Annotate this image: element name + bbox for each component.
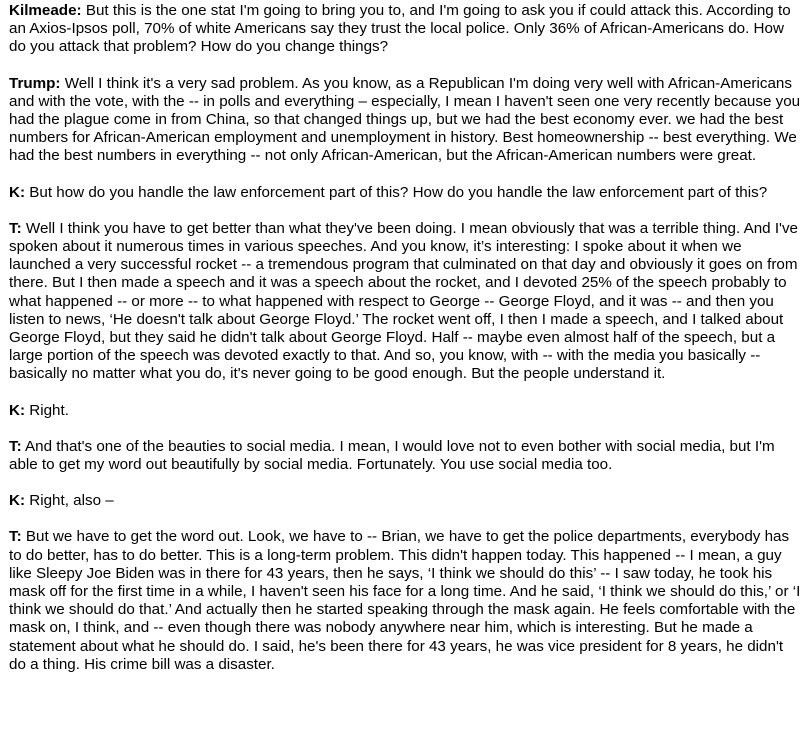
speaker-label: T: — [9, 219, 22, 237]
speaker-label: Kilmeade: — [9, 2, 82, 19]
speaker-label: K: — [9, 401, 26, 419]
paragraph-text: Right. — [29, 401, 69, 419]
transcript-paragraph — [9, 75, 802, 166]
transcript-paragraph — [9, 220, 802, 384]
paragraph-text: Well I think it's a very sad problem. As you know, as a Republican I'm doing very well with African-Americans and with the vote, with the -- in polls and everything – especially, I mean I haven't seen one very recently because you had the plague come in from China, so that changed things up, but we had the best economy ever. we had the best numbers for African-American employment and unemployment in history. Best homeownership -- best everything. We had the best numbers in everything -- not only African-American, but the African-American numbers were great. — [9, 74, 801, 165]
transcript-paragraph — [9, 492, 802, 510]
transcript-paragraph — [9, 2, 802, 57]
transcript-paragraph — [9, 402, 802, 420]
paragraph-text: And that's one of the beauties to social media. I mean, I would love not to even bother with social media, but I'm able to get my word out beautifully by social media. Fortunately. You use social media too. — [9, 437, 775, 474]
paragraph-text: But we have to get the word out. Look, we have to -- Brian, we have to get the police departments, everybody has to do better, has to do better. This is a long-term problem. This didn't happen today. This happened -- I mean, a guy like Sleepy Joe Biden was in there for 43 years, then he says, ‘I think we should do this’ -- I saw today, he took his mask off for the first time in a while, I haven't seen his face for a long time. And he said, ‘I think we should do this,’ or ‘I think we should do that.’ And actually then he started speaking through the mask again. He feels comfortable with the mask on, I think, and -- even though there was nobody anywhere near him, which is interesting. But he made a statement about what he should do. I said, he's been there for 43 years, he was vice president for 8 years, he didn't do a thing. His crime bill was a disaster. — [9, 528, 801, 673]
speaker-label: K: — [9, 492, 26, 510]
speaker-label: K: — [9, 183, 26, 201]
speaker-label: T: — [9, 528, 22, 546]
paragraph-text: But how do you handle the law enforcement part of this? How do you handle the law enforcement part of this? — [29, 183, 768, 201]
speaker-label: Trump: — [9, 74, 61, 92]
paragraph-text: But this is the one stat I'm going to bring you to, and I'm going to ask you if could attack this. According to an Axios-Ipsos poll, 70% of white Americans say they trust the local police. Only 36% of African-Americans do. How do you attack that problem? How do you change things? — [9, 2, 791, 56]
transcript-paragraph — [9, 438, 802, 474]
transcript-paragraph — [9, 528, 802, 674]
paragraph-text: Right, also – — [29, 492, 114, 510]
transcript-paragraph — [9, 184, 802, 202]
speaker-label: T: — [9, 437, 22, 455]
paragraph-text: Well I think you have to get better than what they've been doing. I mean obviously that was a terrible thing. And I've spoken about it numerous times in various speeches. And you know, it’s interesting: I spoke about it when we launched a very successful rocket -- a tremendous program that culminated on that day and obviously it goes on from there. But I then made a speech and it was a speech about the rocket, and I devoted 25% of the speech probably to what happened -- or more -- to what happened with respect to George -- George Floyd, and it was -- and then you listen to news, ‘He doesn't talk about George Floyd.’ The rocket went off, I then I made a speech, and I talked about George Floyd, but they said he didn't talk about George Floyd. Half -- maybe even almost half of the speech, but a large portion of the speech was devoted exactly to that. And so, you know, with -- with the media you basically -- basically no matter what you do, it's never going to be good enough. But the people understand it. — [9, 219, 798, 383]
